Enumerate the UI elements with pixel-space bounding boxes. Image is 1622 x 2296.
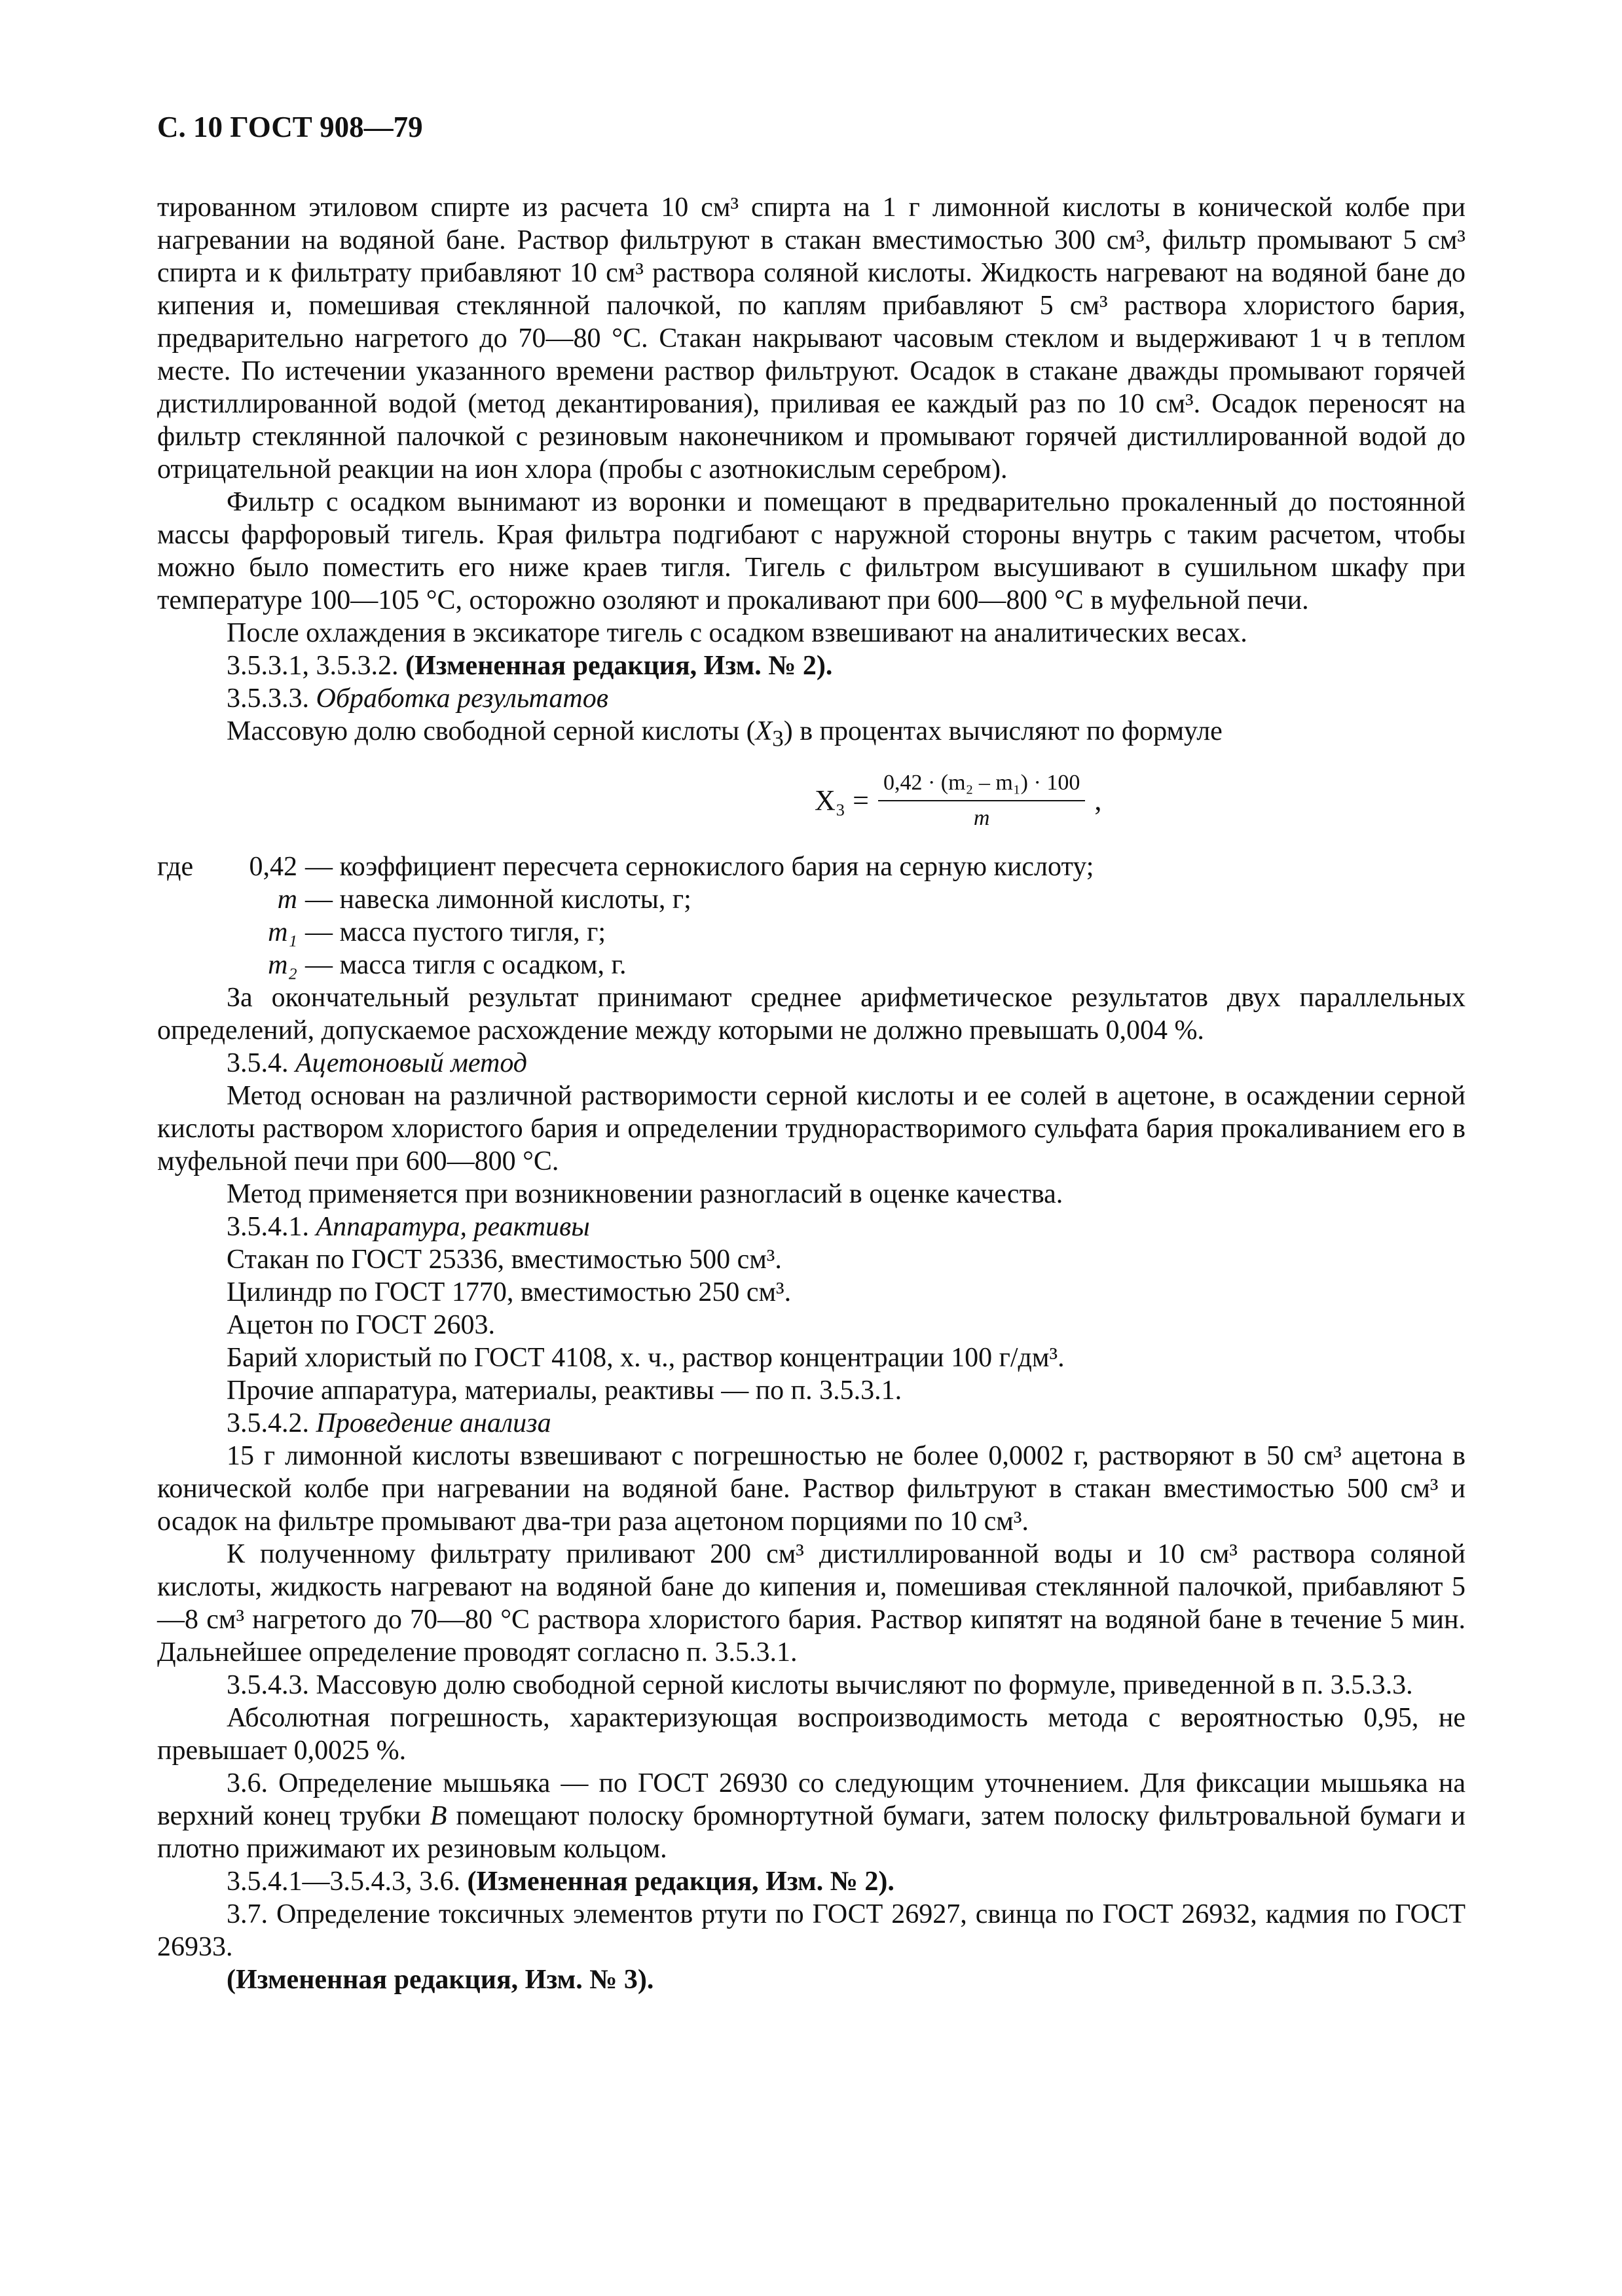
section-heading-3533: 3.5.3.3. Обработка результатов	[227, 683, 608, 714]
paragraph: За окончательный результат принимают среднее арифметическое результатов двух параллельных определений, допускаемое расхождение между которыми не должно превышать 0,004 %.	[157, 983, 1465, 1046]
paragraph: 15 г лимонной кислоты взвешивают с погрешностью не более 0,0002 г, растворяют в 50 см³ ацетона в конической колбе при нагревании на водяной бане. Раствор фильтруют в стакан вместимостью 500 см³ и осадок на фильтре промывают два-три раза ацетоном порциями по 10 см³.	[157, 1441, 1465, 1537]
formula-tail: ,	[1094, 784, 1102, 817]
body-text	[157, 191, 1465, 1996]
running-header: С. 10 ГОСТ 908—79	[157, 111, 423, 143]
formula-legend-row: m₁ — масса пустого тигля, г;	[268, 917, 606, 948]
list-item: Цилиндр по ГОСТ 1770, вместимостью 250 см³.	[227, 1277, 792, 1308]
formula-numerator: 0,42 · (m₂ – m₁) · 100	[878, 770, 1085, 801]
paragraph: 3.5.4.3. Массовую долю свободной серной кислоты вычисляют по формуле, приведенной в п. 3.5.3.3.	[227, 1670, 1413, 1701]
paragraph: Метод применяется при возникновении разногласий в оценке качества.	[227, 1179, 1063, 1210]
amendment-note: 3.5.3.1, 3.5.3.2. (Измененная редакция, Изм. № 2).	[227, 651, 833, 681]
paragraph: тированном этиловом спирте из расчета 10 см³ спирта на 1 г лимонной кислоты в конической колбе при нагревании на водяной бане. Раствор фильтруют в стакан вместимостью 300 см³, фильтр промывают 5 см³ спирта и к фильтрату прибавляют 10 см³ раствора соляной кислоты. Жидкость нагревают на водяной бане до кипения и, помешивая стеклянной палочкой, по каплям прибавляют 5 см³ раствора хлористого бария, предварительно нагретого до 70—80 °С. Стакан накрывают часовым стеклом и выдерживают 1 ч в теплом месте. По истечении указанного времени раствор фильтруют. Осадок в стакане дважды промывают горячей дистиллированной водой (метод декантирования), приливая ее каждый раз по 10 см³. Осадок переносят на фильтр стеклянной палочкой с резиновым наконечником и промывают горячей дистиллированной водой до отрицательной реакции на ион хлора (пробы с азотнокислым серебром).	[157, 192, 1465, 484]
amendment-note: 3.5.4.1—3.5.4.3, 3.6. (Измененная редакция, Изм. № 2).	[227, 1867, 894, 1897]
formula-lhs: X₃ =	[815, 784, 869, 817]
section-heading-3542: 3.5.4.2. Проведение анализа	[227, 1408, 551, 1439]
formula-legend-row: m₂ — масса тигля с осадком, г.	[268, 950, 627, 981]
section-heading-354: 3.5.4. Ацетоновый метод	[227, 1048, 528, 1079]
paragraph: Абсолютная погрешность, характеризующая воспроизводимость метода с вероятностью 0,95, не превышает 0,0025 %.	[157, 1703, 1465, 1766]
paragraph: Метод основан на различной растворимости серной кислоты и ее солей в ацетоне, в осаждении серной кислоты раствором хлористого бария и определении труднорастворимого сульфата бария прокаливанием его в муфельной печи при 600—800 °С.	[157, 1081, 1465, 1177]
list-item: Стакан по ГОСТ 25336, вместимостью 500 см³.	[227, 1245, 782, 1275]
list-item: Барий хлористый по ГОСТ 4108, х. ч., раствор концентрации 100 г/дм³.	[227, 1343, 1065, 1374]
paragraph-3-6: 3.6. Определение мышьяка — по ГОСТ 26930 со следующим уточнением. Для фиксации мышьяка на верхний конец трубки В помещают полоску бромнортутной бумаги, затем полоску фильтровальной бумаги и плотно прижимают их резиновым кольцом.	[157, 1768, 1465, 1865]
section-heading-3541: 3.5.4.1. Аппаратура, реактивы	[227, 1212, 590, 1243]
list-item: Ацетон по ГОСТ 2603.	[227, 1310, 495, 1341]
paragraph: 3.7. Определение токсичных элементов ртути по ГОСТ 26927, свинца по ГОСТ 26932, кадмия по ГОСТ 26933.	[157, 1899, 1465, 1963]
amendment-note: (Измененная редакция, Изм. № 3).	[227, 1965, 654, 1995]
formula	[815, 757, 1101, 844]
formula-denominator: m	[973, 806, 990, 831]
formula-intro: Массовую долю свободной серной кислоты $(X_3)$ в процентах вычисляют по формуле	[227, 716, 1223, 752]
paragraph: После охлаждения в эксикаторе тигель с осадком взвешивают на аналитических весах.	[227, 618, 1247, 648]
formula-legend-row: где 0,42 — коэффициент пересчета сернокислого бария на серную кислоту;	[157, 852, 1094, 883]
list-item: Прочие аппаратура, материалы, реактивы — по п. 3.5.3.1.	[227, 1376, 902, 1406]
paragraph: Фильтр с осадком вынимают из воронки и помещают в предварительно прокаленный до постоянной массы фарфоровый тигель. Края фильтра подгибают с наружной стороны внутрь с таким расчетом, чтобы можно было поместить его ниже краев тигля. Тигель с фильтром высушивают в сушильном шкафу при температуре 100—105 °С, осторожно озоляют и прокаливают при 600—800 °С в муфельной печи.	[157, 487, 1465, 615]
formula-legend-row: m — навеска лимонной кислоты, г;	[277, 884, 691, 915]
formula-fraction	[878, 770, 1085, 831]
formula-block	[157, 757, 1465, 844]
paragraph: К полученному фильтрату приливают 200 см³ дистиллированной воды и 10 см³ раствора соляной кислоты, жидкость нагревают на водяной бане до кипения и, помешивая стеклянной палочкой, прибавляют 5—8 см³ нагретого до 70—80 °С раствора хлористого бария. Раствор кипятят на водяной бане в течение 5 мин. Дальнейшее определение проводят согласно п. 3.5.3.1.	[157, 1539, 1465, 1668]
